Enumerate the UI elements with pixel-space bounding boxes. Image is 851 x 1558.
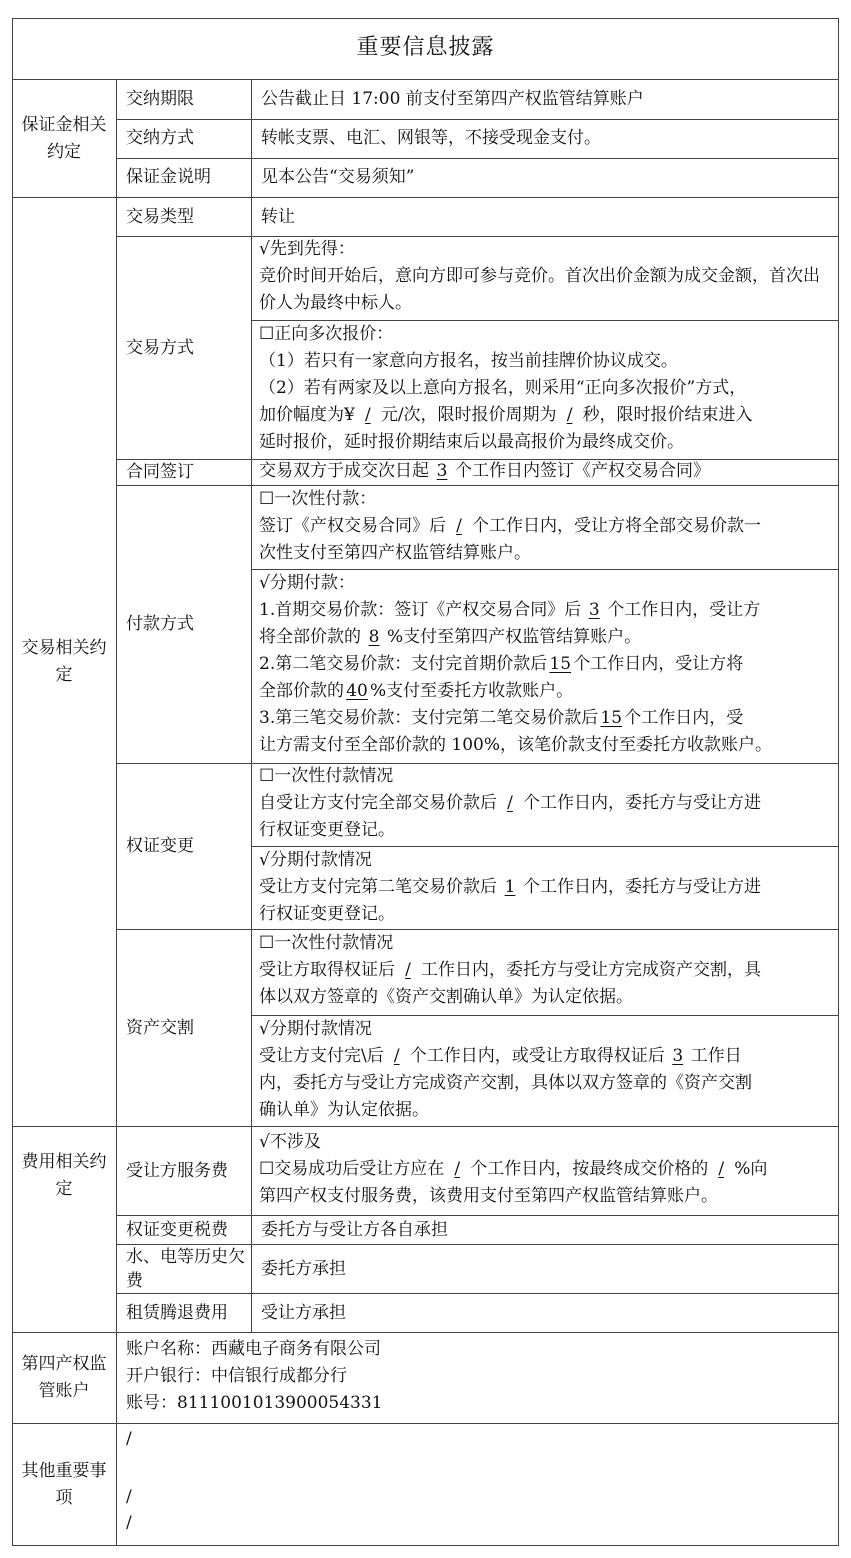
handover-option-installment: √分期付款情况 受让方支付完\后 / 个工作日内，或受让方取得权证后 3 工作日 内，委托方与受让方完成资产交割，具体以双方签章的《资产交割 确认单》为认定依据。	[259, 1019, 752, 1120]
rent-label: 租赁腾退费用	[126, 1302, 228, 1323]
payment-option-installment: √分期付款： 1.首期交易价款：签订《产权交易合同》后 3 个工作日内，受让方 将全部价款的 8 %支付至第四产权监管结算账户。 2.第二笔交易价款：支付完首期价款后 15 个工作日内，受让方将 全部价款的 40 %支付至委托方收款账户。 3.第三笔交易价款：支付完第二笔交易价款后 15 个工作日内，受 让方需支付至全部价款的 100%，该笔价款支付至委托方收款账户。	[259, 573, 773, 755]
title-change-option-lump-sum: ☐一次性付款情况 自受让方支付完全部交易价款后 / 个工作日内，委托方与受让方进 行权证变更登记。	[259, 766, 761, 840]
account-section-label: 第四产权监管账户	[21, 1354, 107, 1401]
handover-label: 资产交割	[126, 1017, 194, 1038]
rent-value: 受让方承担	[261, 1302, 346, 1323]
option-text: 竞价时间开始后，意向方即可参与竞价。首次出价金额为成交金额，首次出价人为最终中标人。	[259, 266, 820, 313]
deposit-deadline-value: 公告截止日 17:00 前支付至第四产权监管结算账户	[261, 89, 644, 109]
trade-type-value: 转让	[261, 206, 295, 227]
payment-label: 付款方式	[126, 614, 194, 634]
trade-method-option-first-come	[251, 236, 839, 320]
option-title: √先到先得：	[259, 239, 355, 259]
account-name: 账户名称：西藏电子商务有限公司	[126, 1339, 381, 1359]
option-line: （2）若有两家及以上意向方报名，则采用“正向多次报价”方式，	[259, 378, 747, 398]
trade-method-option-multi-bid	[251, 321, 839, 459]
trade-method-label: 交易方式	[126, 337, 194, 358]
other-details	[116, 1424, 839, 1545]
deposit-note-value: 见本公告“交易须知”	[261, 167, 415, 187]
payment-option-lump-sum: ☐一次性付款： 签订《产权交易合同》后 / 个工作日内，受让方将全部交易价款一 次性支付至第四产权监管结算账户。	[259, 489, 761, 563]
disclosure-table	[12, 18, 839, 1546]
deposit-note-label: 保证金说明	[126, 167, 211, 187]
trade-section-label: 交易相关约定	[21, 638, 107, 685]
account-bank: 开户银行：中信银行成都分行	[126, 1366, 347, 1386]
contract-label: 合同签订	[126, 461, 194, 482]
deposit-section-label: 保证金相关约定	[21, 114, 107, 162]
option-line: （1）若只有一家意向方报名，按当前挂牌价协议成交。	[259, 351, 678, 371]
deposit-deadline-label: 交纳期限	[126, 89, 194, 109]
option-line: 延时报价，延时报价期结束后以最高报价为最终成交价。	[259, 432, 684, 452]
trade-type-label: 交易类型	[126, 206, 194, 227]
account-number: 账号：8111001013900054331	[126, 1393, 383, 1413]
utility-label: 水、电等历史欠费	[126, 1247, 245, 1291]
deposit-method-label: 交纳方式	[126, 128, 194, 148]
option-line: 加价幅度为¥ / 元/次，限时报价周期为 / 秒，限时报价结束进入	[259, 405, 753, 425]
fees-section-label: 费用相关约定	[21, 1152, 107, 1199]
utility-value: 委托方承担	[261, 1258, 346, 1279]
option-title: ☐正向多次报价：	[259, 324, 394, 344]
title-change-label: 权证变更	[126, 836, 194, 856]
tax-label: 权证变更税费	[126, 1219, 228, 1240]
other-section-label: 其他重要事项	[21, 1460, 107, 1508]
handover-option-lump-sum: ☐一次性付款情况 受让方取得权证后 / 工作日内，委托方与受让方完成资产交割，具 体以双方签章的《资产交割确认单》为认定依据。	[259, 933, 761, 1007]
other-line: /	[126, 1429, 132, 1449]
account-details	[116, 1336, 839, 1423]
service-fee-value: √不涉及 ☐交易成功后受让方应在 / 个工作日内，按最终成交价格的 / %向 第四产权支付服务费，该费用支付至第四产权监管结算账户。	[259, 1132, 768, 1206]
tax-value: 委托方与受让方各自承担	[261, 1219, 448, 1240]
title-change-option-installment: √分期付款情况 受让方支付完第二笔交易价款后 1 个工作日内，委托方与受让方进 行权证变更登记。	[259, 850, 761, 924]
other-line: /	[126, 1487, 132, 1507]
page-title: 重要信息披露	[356, 35, 495, 60]
contract-value: 交易双方于成交次日起 3 个工作日内签订《产权交易合同》	[259, 461, 710, 481]
other-line: /	[126, 1513, 132, 1533]
deposit-method-value: 转帐支票、电汇、网银等，不接受现金支付。	[261, 128, 601, 148]
service-fee-label: 受让方服务费	[126, 1160, 228, 1181]
